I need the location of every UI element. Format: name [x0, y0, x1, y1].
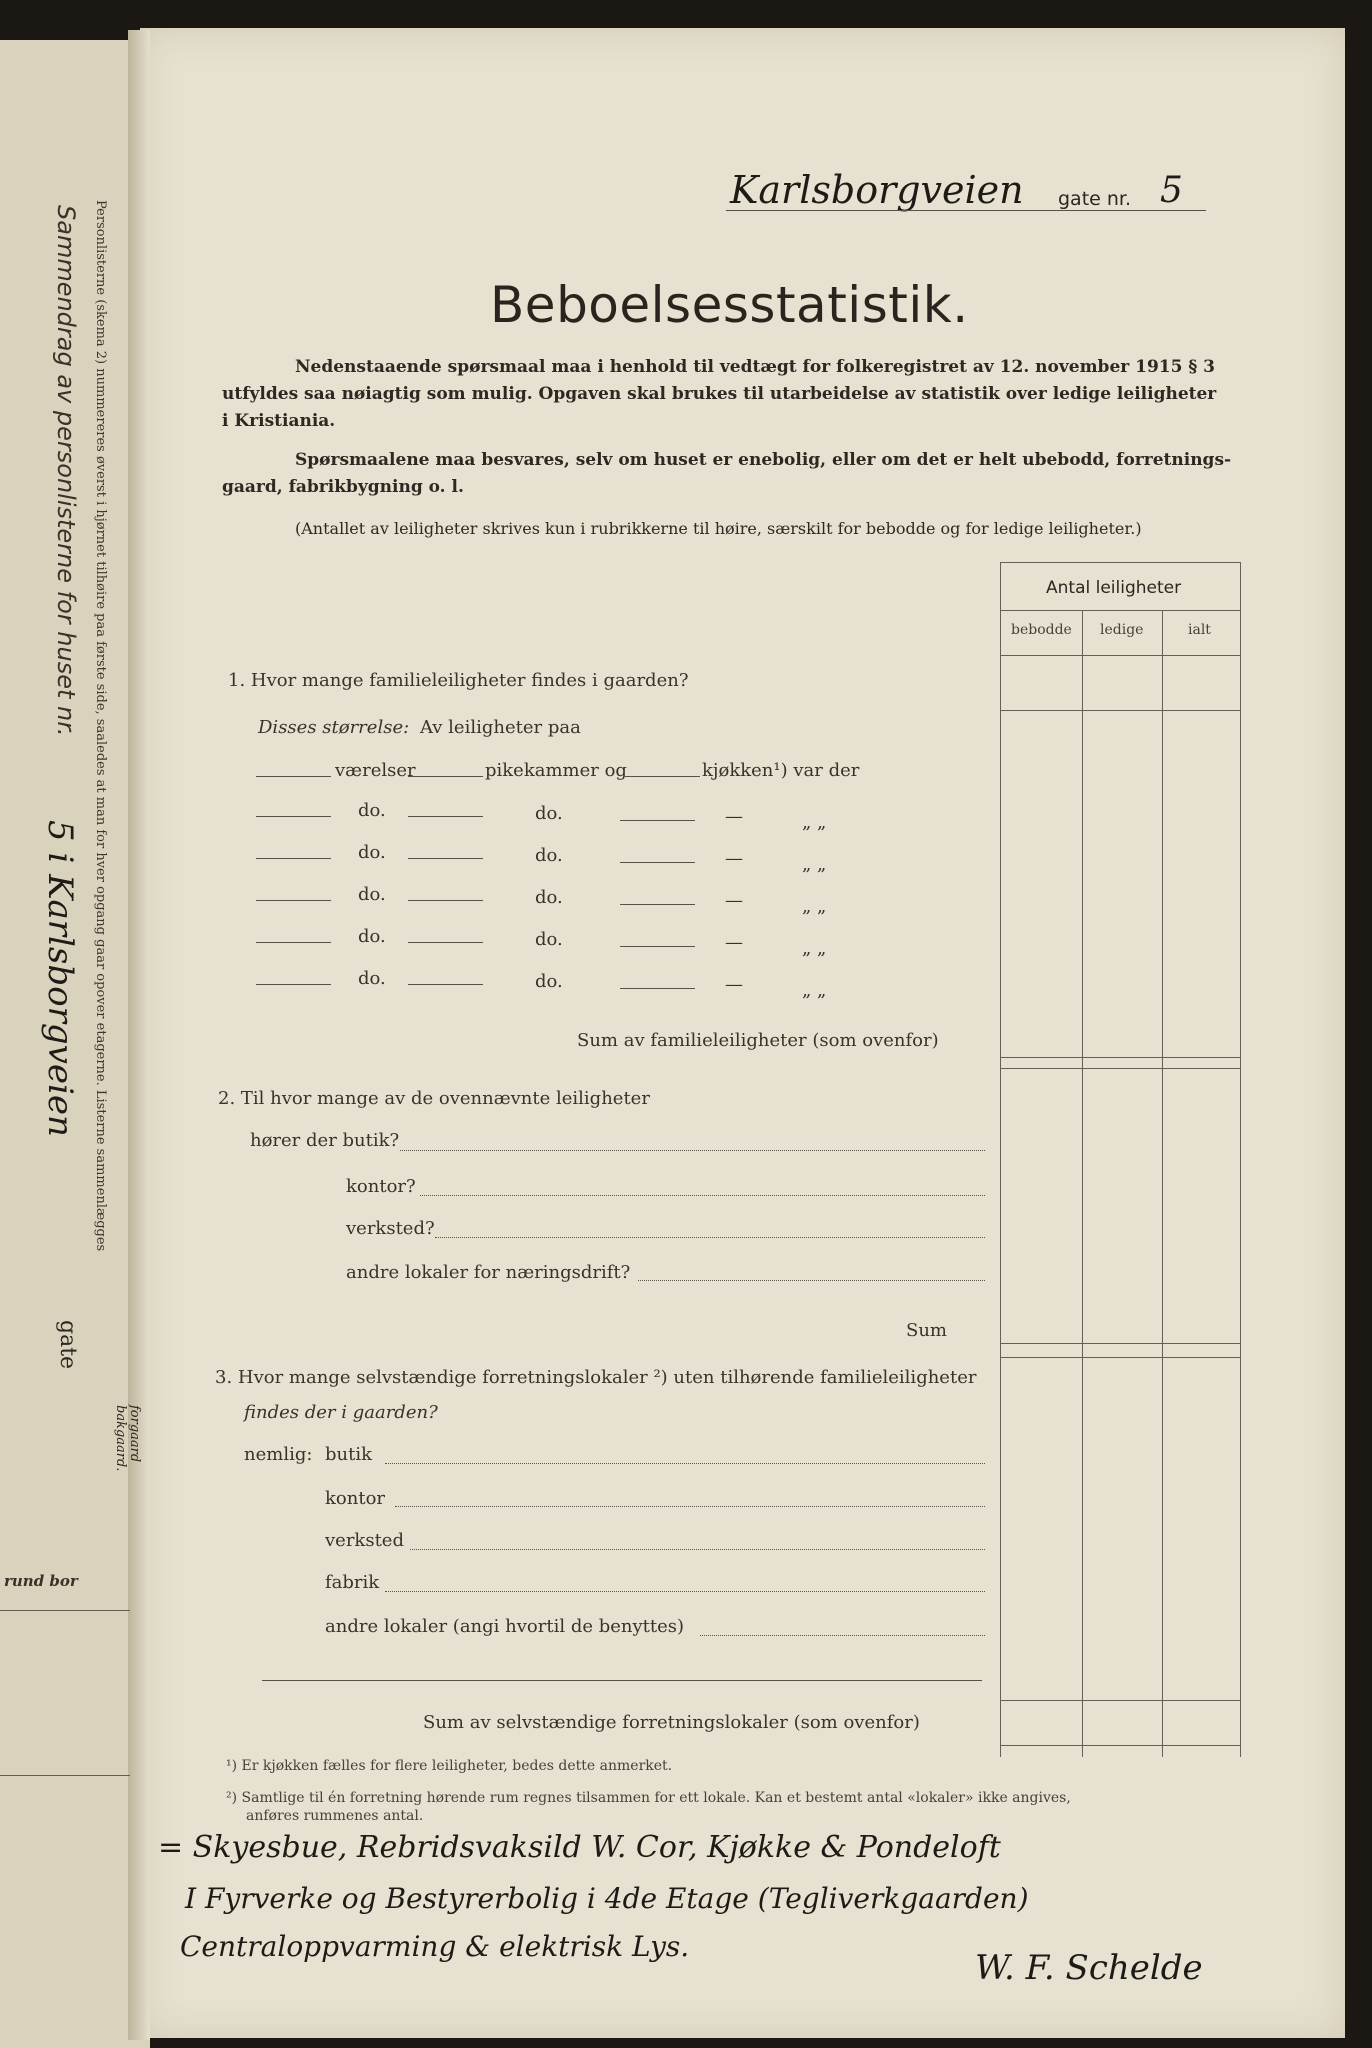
col-bebodde: bebodde	[1011, 622, 1072, 638]
row-d-ditto: „ „	[802, 938, 827, 959]
table-row-rule-sum1b	[1000, 1068, 1240, 1069]
q1-maid: pikekammer og	[485, 760, 627, 781]
row-a-dash: —	[725, 806, 743, 827]
maid-blank	[408, 776, 483, 777]
intro-p3: (Antallet av leiligheter skrives kun i rubrikkerne til høire, særskilt for bebodde og for ledige leiligheter.)	[295, 519, 1142, 538]
table-top-border	[1000, 562, 1240, 563]
row-a-blank2	[408, 816, 483, 817]
row-e-do2: do.	[535, 971, 563, 992]
table-row-rule-sum1	[1000, 1057, 1240, 1058]
handwritten-note-1: = Skyesbue, Rebridsvaksild W. Cor, Kjøkke & Pondeloft	[158, 1830, 1001, 1865]
handwritten-note-2: I Fyrverke og Bestyrerbolig i 4de Etage (Tegliverkgaarden)	[185, 1882, 1029, 1915]
q3-dots-1	[385, 1463, 985, 1464]
col-ledige: ledige	[1100, 622, 1144, 638]
q1-sum: Sum av familieleiligheter (som ovenfor)	[577, 1030, 939, 1051]
street-underline	[726, 210, 1206, 211]
table-row-rule-sum2b	[1000, 1357, 1240, 1358]
margin-grund: rund bor	[4, 1572, 78, 1590]
table-title: Antal leiligheter	[1046, 578, 1182, 598]
row-b-blank1	[256, 858, 331, 859]
row-a-ditto: „ „	[802, 812, 827, 833]
margin-rule-1	[0, 1610, 130, 1611]
table-col-divider-2	[1162, 610, 1163, 1757]
table-subheader-rule	[1000, 655, 1240, 656]
row-a-do2: do.	[535, 803, 563, 824]
q1-rooms: værelser	[335, 760, 416, 781]
margin-rule-2	[0, 1775, 130, 1776]
intro-p1-line3: i Kristiania.	[222, 411, 336, 431]
row-c-do1: do.	[358, 884, 386, 905]
row-b-ditto: „ „	[802, 854, 827, 875]
q2-dots-2	[420, 1195, 985, 1196]
margin-forgaard: forgaard	[127, 1405, 142, 1463]
q3-item-fabrik: fabrik	[325, 1572, 380, 1593]
col-ialt: ialt	[1188, 622, 1211, 638]
margin-bakgaard: bakgaard.	[113, 1405, 128, 1472]
table-col-divider-1	[1082, 610, 1083, 1757]
row-d-blank1	[256, 942, 331, 943]
row-b-dash: —	[725, 848, 743, 869]
q3-dots-3	[410, 1549, 985, 1550]
row-b-blank2	[408, 858, 483, 859]
row-d-blank2	[408, 942, 483, 943]
margin-title: Sammendrag av personlisterne for huset nr.	[52, 205, 80, 737]
q3-item-andre: andre lokaler (angi hvortil de benyttes)	[325, 1616, 685, 1637]
q3-item-butik: butik	[325, 1444, 373, 1465]
table-row-rule-sum2	[1000, 1343, 1240, 1344]
row-c-do2: do.	[535, 887, 563, 908]
q3-label2: findes der i gaarden?	[244, 1402, 438, 1423]
q1-kitchen: kjøkken¹) var der	[702, 760, 860, 781]
row-c-blank1	[256, 900, 331, 901]
row-c-ditto: „ „	[802, 896, 827, 917]
row-a-blank1	[256, 816, 331, 817]
table-row-rule-q1	[1000, 710, 1240, 711]
footnote-1: ¹) Er kjøkken fælles for flere leiligheter, bedes dette anmerket.	[226, 1758, 673, 1774]
table-right-border	[1240, 562, 1241, 1757]
q2-item-verksted: verksted?	[346, 1218, 435, 1239]
street-name-handwritten: Karlsborgveien	[730, 168, 1024, 212]
table-bottom-rule	[1000, 1745, 1240, 1746]
row-a-do1: do.	[358, 800, 386, 821]
intro-p1-line2: utfyldes saa nøiagtig som mulig. Opgaven skal brukes til utarbeidelse av statistik over ledige leiligheter	[222, 384, 1217, 404]
row-d-blank3	[620, 946, 695, 947]
q2-dots-1	[400, 1150, 985, 1151]
q2-item-butik: hører der butik?	[250, 1130, 400, 1151]
footnote-2b: anføres rummenes antal.	[246, 1808, 424, 1824]
row-e-blank1	[256, 984, 331, 985]
q1-sub: Disses størrelse:	[258, 717, 410, 738]
house-number-handwritten: 5	[1160, 170, 1183, 211]
q2-sum: Sum	[906, 1320, 947, 1341]
q2-item-kontor: kontor?	[346, 1176, 416, 1197]
row-e-blank3	[620, 988, 695, 989]
row-c-blank3	[620, 904, 695, 905]
q2-item-andre: andre lokaler for næringsdrift?	[346, 1262, 631, 1283]
q3-dots-5	[700, 1635, 985, 1636]
intro-p2-line2: gaard, fabrikbygning o. l.	[222, 477, 464, 497]
row-e-ditto: „ „	[802, 980, 827, 1001]
q3-item-kontor: kontor	[325, 1488, 386, 1509]
q3-dots-4	[385, 1591, 985, 1592]
table-header-rule	[1000, 610, 1240, 611]
row-b-do1: do.	[358, 842, 386, 863]
q3-sum: Sum av selvstændige forretningslokaler (som ovenfor)	[423, 1712, 920, 1733]
row-a-blank3	[620, 820, 695, 821]
intro-p1-line1: Nedenstaaende spørsmaal maa i henhold til vedtægt for folkeregistret av 12. november 1915 § 3	[295, 357, 1216, 377]
margin-gate: gate	[55, 1320, 80, 1370]
q2-dots-4	[638, 1280, 985, 1281]
row-d-do1: do.	[358, 926, 386, 947]
q3-dots-2	[395, 1506, 985, 1507]
handwritten-note-3: Centraloppvarming & elektrisk Lys.	[180, 1930, 690, 1963]
footnote-2: ²) Samtlige til én forretning hørende rum regnes tilsammen for ett lokale. Kan et bestemt antal «lokaler» ikke angives,	[226, 1790, 1071, 1806]
rooms-blank	[256, 776, 331, 777]
margin-handwritten-address: 5 i Karlsborgveien	[40, 820, 80, 1137]
row-b-blank3	[620, 862, 695, 863]
q1-sub2: Av leiligheter paa	[420, 717, 581, 738]
q3-write-line	[262, 1680, 982, 1681]
q3-nemlig: nemlig:	[244, 1444, 313, 1465]
kitchen-blank	[625, 776, 700, 777]
page-title: Beboelsesstatistik.	[490, 276, 969, 334]
q2-label: 2. Til hvor mange av de ovennævnte leiligheter	[218, 1088, 650, 1109]
q2-dots-3	[435, 1237, 985, 1238]
q1-label: 1. Hvor mange familieleiligheter findes i gaarden?	[228, 670, 689, 691]
row-d-dash: —	[725, 932, 743, 953]
row-e-blank2	[408, 984, 483, 985]
gate-nr-label: gate nr.	[1058, 188, 1132, 210]
q3-label1: 3. Hvor mange selvstændige forretningslokaler ²) uten tilhørende familieleiligheter	[215, 1367, 977, 1388]
table-row-rule-sum3	[1000, 1700, 1240, 1701]
intro-p2-line1: Spørsmaalene maa besvares, selv om huset er enebolig, eller om det er helt ubebodd, forretnings-	[295, 450, 1232, 470]
page-fold	[128, 30, 150, 2040]
row-e-do1: do.	[358, 968, 386, 989]
row-c-dash: —	[725, 890, 743, 911]
table-left-border	[1000, 562, 1001, 1757]
handwritten-signature: W. F. Schelde	[975, 1948, 1203, 1988]
row-c-blank2	[408, 900, 483, 901]
margin-instructions: Personlisterne (skema 2) nummereres øverst i hjørnet tilhøire paa første side, saaledes at man for hver opgang gaar opover etagerne. Listerne sammenlægges	[93, 200, 108, 1252]
row-d-do2: do.	[535, 929, 563, 950]
row-b-do2: do.	[535, 845, 563, 866]
row-e-dash: —	[725, 974, 743, 995]
q3-item-verksted: verksted	[325, 1530, 404, 1551]
